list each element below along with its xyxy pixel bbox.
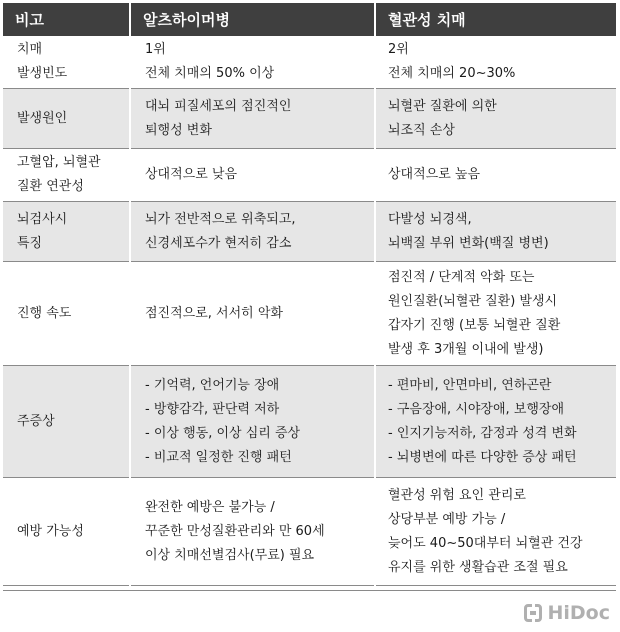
table-row: [3, 478, 616, 586]
cell-line: 1위: [145, 42, 166, 57]
cell-line: 혈관성 위험 요인 관리로: [388, 487, 526, 503]
cell-line: 뇌조직 손상: [388, 122, 455, 138]
row-label: [3, 89, 130, 149]
cell-line: 완전한 예방은 불가능 /: [145, 499, 275, 515]
cell-line: 전체 치매의 20~30%: [388, 66, 516, 81]
cell-line: - 이상 행동, 이상 심리 증상: [145, 425, 301, 441]
vascular-cell: [375, 149, 616, 202]
cell-line: - 인지기능저하, 감정과 성격 변화: [388, 425, 577, 441]
header-alzheimer: 알츠하이머병: [130, 3, 375, 36]
row-label: [3, 202, 130, 262]
cell-line: 고혈압, 뇌혈관: [17, 155, 101, 170]
cell-line: 질환 연관성: [17, 179, 84, 194]
vascular-cell: [375, 36, 616, 89]
cell-line: - 방향감각, 판단력 저하: [145, 401, 280, 417]
vascular-cell: [375, 202, 616, 262]
cell-line: 발생빈도: [17, 66, 68, 81]
cell-line: - 기억력, 언어기능 장애: [145, 377, 280, 393]
row-label: [3, 366, 130, 478]
cell-line: - 비교적 일정한 진행 패턴: [145, 449, 292, 465]
table-row: [3, 89, 616, 149]
cell-line: 늦어도 40~50대부터 뇌혈관 건강: [388, 535, 583, 551]
cell-line: 원인질환(뇌혈관 질환) 발생시: [388, 293, 558, 309]
table-header-row: [3, 3, 616, 36]
cell-line: 점진적으로, 서서히 악화: [145, 305, 283, 321]
cell-line: 상대적으로 낮음: [145, 167, 238, 182]
cell-line: 진행 속도: [17, 305, 72, 321]
vascular-cell: [375, 89, 616, 149]
cell-line: 신경세포수가 현저히 감소: [145, 235, 292, 251]
cell-line: 뇌혈관 질환에 의한: [388, 98, 497, 114]
alzheimer-cell: [130, 202, 375, 262]
row-label: [3, 262, 130, 366]
cell-line: 다발성 뇌경색,: [388, 211, 472, 227]
row-label: [3, 36, 130, 89]
cell-line: 상대적으로 높음: [388, 167, 481, 182]
cell-line: 꾸준한 만성질환관리와 만 60세: [145, 523, 325, 539]
cell-line: 특징: [17, 235, 43, 251]
cell-line: 유지를 위한 생활습관 조절 필요: [388, 559, 568, 575]
cell-line: 발생원인: [17, 110, 68, 126]
cell-line: 대뇌 피질세포의 점진적인: [145, 98, 292, 114]
cell-line: 발생 후 3개월 이내에 발생): [388, 341, 544, 357]
header-vascular: 혈관성 치매: [375, 3, 616, 36]
cell-line: 주증상: [17, 413, 55, 429]
cell-line: 예방 가능성: [17, 523, 84, 539]
cell-line: 상당부분 예방 가능 /: [388, 511, 506, 527]
cell-line: 이상 치매선별검사(무료) 필요: [145, 547, 315, 563]
hidoc-logo-icon: [524, 604, 542, 622]
table-row: [3, 262, 616, 366]
table-row: [3, 366, 616, 478]
hidoc-logo: [524, 602, 610, 624]
bottom-rule: [3, 590, 616, 591]
cell-line: 뇌백질 부위 변화(백질 병변): [388, 235, 549, 251]
table-row: [3, 202, 616, 262]
comparison-table: [3, 3, 616, 586]
cell-line: 갑자기 진행 (보통 뇌혈관 질환: [388, 317, 561, 333]
cell-line: 전체 치매의 50% 이상: [145, 66, 275, 81]
vascular-cell: [375, 366, 616, 478]
vascular-cell: [375, 478, 616, 586]
table-row: [3, 149, 616, 202]
cell-line: 퇴행성 변화: [145, 122, 212, 138]
cell-line: 2위: [388, 42, 409, 57]
cell-line: 뇌가 전반적으로 위축되고,: [145, 211, 296, 227]
header-note: 비고: [3, 3, 130, 36]
alzheimer-cell: [130, 89, 375, 149]
cell-line: 치매: [17, 42, 43, 57]
vascular-cell: [375, 262, 616, 366]
alzheimer-cell: [130, 262, 375, 366]
alzheimer-cell: [130, 149, 375, 202]
alzheimer-cell: [130, 366, 375, 478]
cell-line: - 뇌병변에 따른 다양한 증상 패턴: [388, 449, 577, 465]
row-label: [3, 149, 130, 202]
cell-line: - 편마비, 안면마비, 연하곤란: [388, 377, 552, 393]
table-body: [3, 36, 616, 586]
alzheimer-cell: [130, 36, 375, 89]
logo-text: HiDoc: [547, 602, 610, 624]
table-row: [3, 36, 616, 89]
cell-line: 뇌검사시: [17, 211, 68, 227]
row-label: [3, 478, 130, 586]
cell-line: 점진적 / 단계적 악화 또는: [388, 269, 535, 285]
cell-line: - 구음장애, 시야장애, 보행장애: [388, 401, 565, 417]
alzheimer-cell: [130, 478, 375, 586]
